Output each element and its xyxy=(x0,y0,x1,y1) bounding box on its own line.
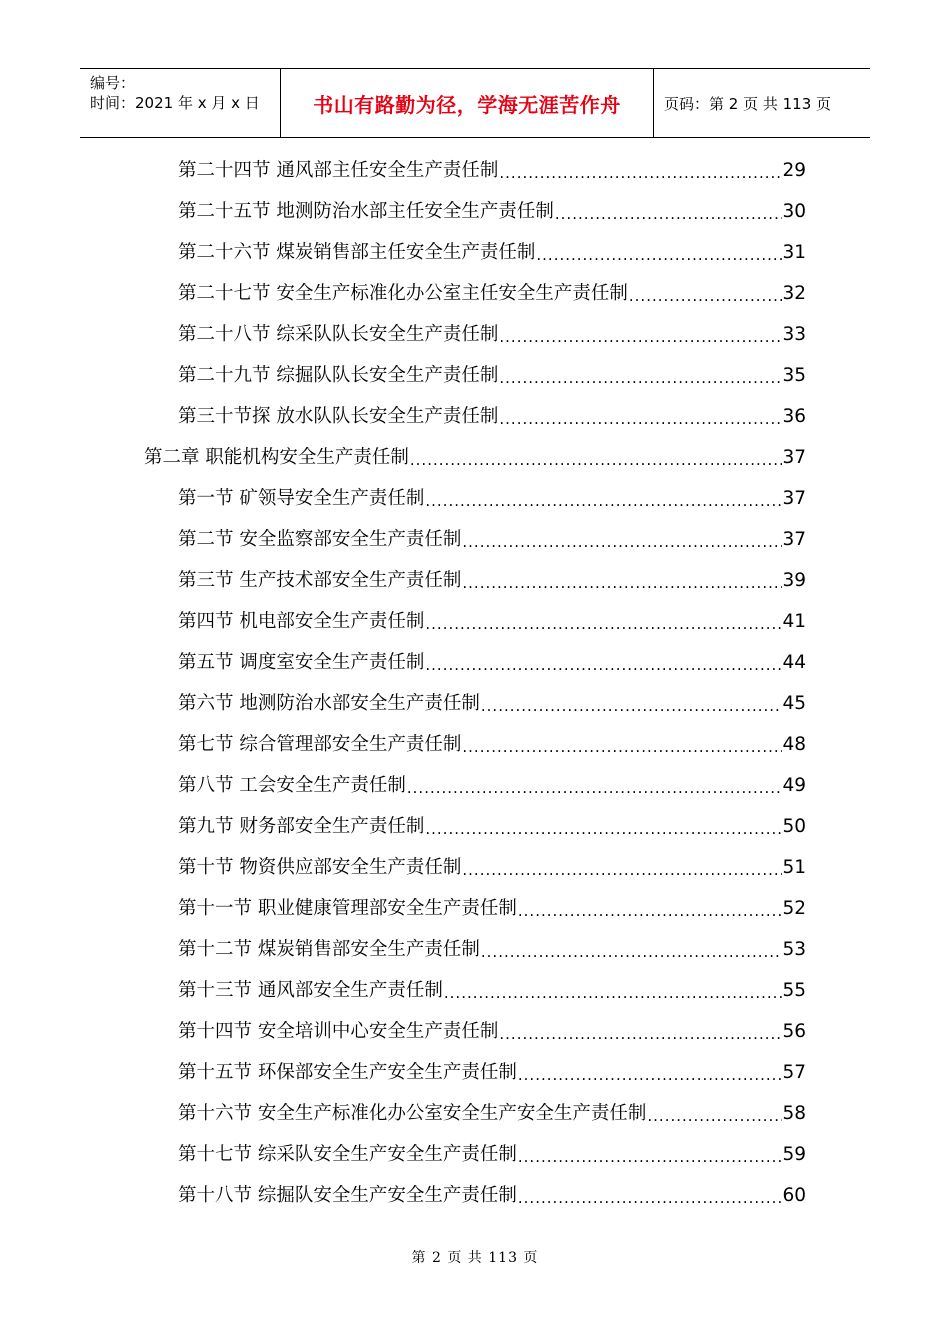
toc-entry-title: 第十八节 综掘队安全生产安全生产责任制 xyxy=(178,1185,517,1206)
toc-entry-title: 第三节 生产技术部安全生产责任制 xyxy=(178,570,462,591)
toc-entry-title: 第三十节探 放水队队长安全生产责任制 xyxy=(178,406,499,427)
toc-entry-page: 39 xyxy=(782,570,806,591)
toc-entry[interactable] xyxy=(178,814,806,840)
toc-leader xyxy=(517,1146,783,1168)
toc-entry[interactable] xyxy=(178,404,806,430)
toc-leader xyxy=(498,162,782,184)
toc-entry-page: 44 xyxy=(782,652,806,673)
toc-entry[interactable] xyxy=(178,773,806,799)
toc-entry-title: 第六节 地测防治水部安全生产责任制 xyxy=(178,693,480,714)
toc-entry[interactable] xyxy=(178,1183,806,1209)
toc-entry[interactable] xyxy=(178,732,806,758)
page-header xyxy=(80,68,870,138)
toc-leader xyxy=(498,1023,782,1045)
toc-entry[interactable] xyxy=(178,937,806,963)
toc-entry-page: 35 xyxy=(782,365,806,386)
toc-entry-title: 第十五节 环保部安全生产安全生产责任制 xyxy=(178,1062,517,1083)
time-label: 时间：2021 年 x 月 x 日 xyxy=(90,94,260,112)
toc-entry[interactable] xyxy=(178,1101,806,1127)
toc-entry-title: 第八节 工会安全生产责任制 xyxy=(178,775,406,796)
toc-entry[interactable] xyxy=(178,363,806,389)
toc-entry-title: 第十七节 综采队安全生产安全生产责任制 xyxy=(178,1144,517,1165)
toc-entry-title: 第一节 矿领导安全生产责任制 xyxy=(178,488,425,509)
toc-entry-page: 37 xyxy=(782,447,806,468)
toc-leader xyxy=(628,285,783,307)
toc-entry-title: 第十六节 安全生产标准化办公室安全生产安全生产责任制 xyxy=(178,1103,647,1124)
toc-leader xyxy=(517,1064,783,1086)
toc-entry-page: 37 xyxy=(782,529,806,550)
toc-entry-title: 第十一节 职业健康管理部安全生产责任制 xyxy=(178,898,517,919)
toc-leader xyxy=(461,572,782,594)
toc-entry[interactable] xyxy=(178,978,806,1004)
toc-leader xyxy=(498,408,782,430)
toc-entry-page: 41 xyxy=(782,611,806,632)
toc-entry-title: 第二十七节 安全生产标准化办公室主任安全生产责任制 xyxy=(178,283,628,304)
toc-entry-page: 45 xyxy=(782,693,806,714)
toc-entry-title: 第四节 机电部安全生产责任制 xyxy=(178,611,425,632)
toc-entry-title: 第七节 综合管理部安全生产责任制 xyxy=(178,734,462,755)
toc-entry[interactable] xyxy=(178,486,806,512)
toc-entry[interactable] xyxy=(178,650,806,676)
toc-entry[interactable] xyxy=(178,568,806,594)
toc-leader xyxy=(498,326,782,348)
toc-entry-title: 第十节 物资供应部安全生产责任制 xyxy=(178,857,462,878)
toc-entry-page: 52 xyxy=(782,898,806,919)
toc-entry[interactable] xyxy=(178,158,806,184)
toc-entry[interactable] xyxy=(178,1060,806,1086)
toc-entry-page: 49 xyxy=(782,775,806,796)
toc-leader xyxy=(480,941,783,963)
toc-entry-page: 37 xyxy=(782,488,806,509)
toc-entry-page: 58 xyxy=(782,1103,806,1124)
toc-leader xyxy=(554,203,783,225)
toc-leader xyxy=(461,736,782,758)
toc-entry[interactable] xyxy=(178,240,806,266)
toc-entry-title: 第二十九节 综掘队队长安全生产责任制 xyxy=(178,365,499,386)
number-label: 编号： xyxy=(90,74,136,92)
toc-entry[interactable] xyxy=(178,1019,806,1045)
header-page-info: 页码：第 2 页 共 113 页 xyxy=(664,94,832,113)
toc-entry-title: 第二节 安全监察部安全生产责任制 xyxy=(178,529,462,550)
header-motto: 书山有路勤为径，学海无涯苦作舟 xyxy=(281,69,654,137)
toc-entry-page: 30 xyxy=(782,201,806,222)
toc-entry-page: 51 xyxy=(782,857,806,878)
toc-leader xyxy=(517,1187,783,1209)
toc-entry[interactable] xyxy=(178,527,806,553)
toc-entry-title: 第二十五节 地测防治水部主任安全生产责任制 xyxy=(178,201,554,222)
toc-entry-page: 56 xyxy=(782,1021,806,1042)
toc-entry[interactable] xyxy=(178,322,806,348)
toc-leader xyxy=(409,449,783,471)
toc-chapter-entry[interactable] xyxy=(144,445,806,471)
toc-leader xyxy=(480,695,783,717)
toc-entry-title: 第五节 调度室安全生产责任制 xyxy=(178,652,425,673)
toc-leader xyxy=(498,367,782,389)
toc-entry[interactable] xyxy=(178,896,806,922)
toc-entry-title: 第十四节 安全培训中心安全生产责任制 xyxy=(178,1021,499,1042)
toc-leader xyxy=(646,1105,782,1127)
toc-leader xyxy=(443,982,783,1004)
toc-entry-page: 59 xyxy=(782,1144,806,1165)
toc-entry-title: 第十二节 煤炭销售部安全生产责任制 xyxy=(178,939,480,960)
page-footer: 第 2 页 共 113 页 xyxy=(411,1250,539,1266)
toc-entry-title: 第二十六节 煤炭销售部主任安全生产责任制 xyxy=(178,242,536,263)
toc-entry-page: 60 xyxy=(782,1185,806,1206)
toc-leader xyxy=(517,900,783,922)
toc-entry-page: 29 xyxy=(782,160,806,181)
toc-entry-title: 第九节 财务部安全生产责任制 xyxy=(178,816,425,837)
toc-leader xyxy=(461,859,782,881)
toc-entry-title: 第二章 职能机构安全生产责任制 xyxy=(144,447,409,468)
toc-entry-page: 36 xyxy=(782,406,806,427)
toc-entry-page: 33 xyxy=(782,324,806,345)
toc-entry-title: 第二十四节 通风部主任安全生产责任制 xyxy=(178,160,499,181)
toc-entry-page: 32 xyxy=(782,283,806,304)
toc-entry-title: 第二十八节 综采队队长安全生产责任制 xyxy=(178,324,499,345)
toc-entry-page: 55 xyxy=(782,980,806,1001)
toc-leader xyxy=(424,654,782,676)
toc-entry[interactable] xyxy=(178,1142,806,1168)
toc-leader xyxy=(461,531,782,553)
toc-leader xyxy=(406,777,783,799)
toc-leader xyxy=(535,244,782,266)
toc-leader xyxy=(424,490,782,512)
toc-entry-page: 48 xyxy=(782,734,806,755)
toc-entry[interactable] xyxy=(178,609,806,635)
toc-entry-page: 50 xyxy=(782,816,806,837)
header-meta xyxy=(80,69,281,137)
toc-leader xyxy=(424,613,782,635)
toc-entry[interactable] xyxy=(178,281,806,307)
toc-leader xyxy=(424,818,782,840)
toc-entry[interactable] xyxy=(178,691,806,717)
toc-entry-page: 57 xyxy=(782,1062,806,1083)
toc-entry[interactable] xyxy=(178,855,806,881)
toc-entry-title: 第十三节 通风部安全生产责任制 xyxy=(178,980,443,1001)
toc-entry-page: 31 xyxy=(782,242,806,263)
toc-entry[interactable] xyxy=(178,199,806,225)
toc-entry-page: 53 xyxy=(782,939,806,960)
